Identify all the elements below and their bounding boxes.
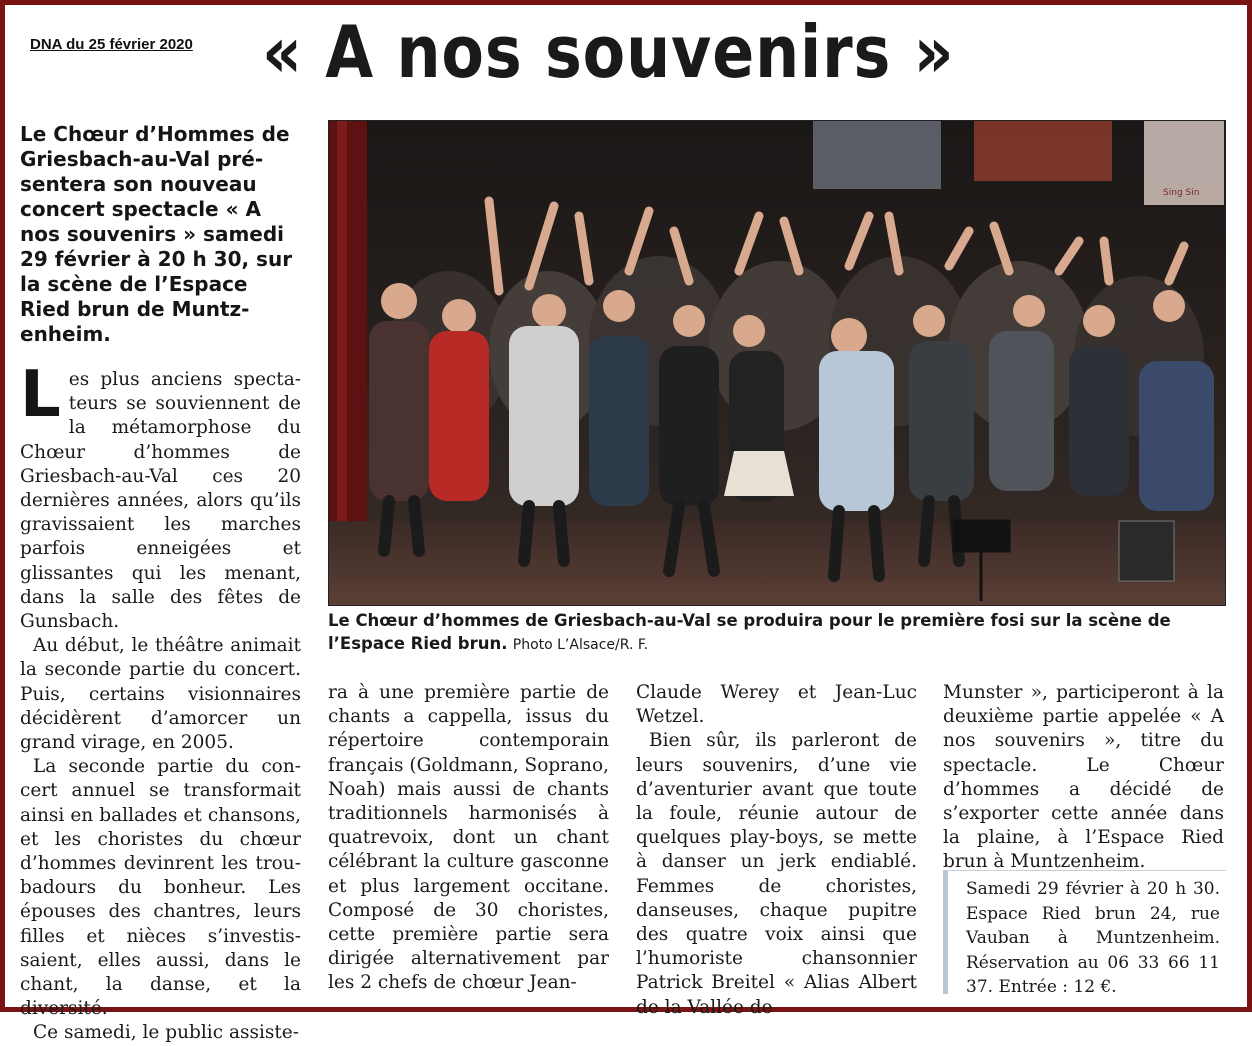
caption-text: Le Chœur d’hommes de Griesbach-au-Val se produira pour le première fosi sur la scène de l’Espace Ried brun. <box>328 611 1171 653</box>
backdrop-panel <box>813 121 941 189</box>
paragraph: Bien sûr, ils parleront de leurs souvenirs, d’une vie d’aventurier avant que toute la foule, réunie autour de quelques play-boys, se mette à danser un jerk endiablé. Femmes de choristes, danseuses, chaque pupitre des quatre voix ainsi que l’humoriste chansonnier Patrick Breitel « Alias Albert de la Vallée de <box>636 730 917 1018</box>
article-headline: « A nos souvenirs » <box>262 10 955 94</box>
photo-caption <box>328 609 1224 657</box>
photo-credit: Photo L’Alsace/R. F. <box>512 637 649 653</box>
paragraph: Ce samedi, le public assiste- <box>33 1022 300 1044</box>
paragraph-text: es plus anciens spectateurs se souviennent de la métamorphose du Chœur d’hommes de Griesbach-au-Val ces 20 dernières années, alors qu’ils gravissaient les marches parfois enneigées et glissantes qui les menant, dans la salle des fêtes de Gunsbach. <box>20 369 301 633</box>
drop-cap: L <box>20 358 61 432</box>
paragraph: ra à une première partie de chants a cappella, issus du répertoire contemporain français (Goldmann, Soprano, Noah) mais aussi de chants traditionnels harmonisés à quatrevoix, dont un chant célébrant la culture gasconne et plus largement occitane. Composé de 30 choristes, cette première partie sera dirigée alternativement par les 2 chefs de chœur Jean- <box>328 682 609 994</box>
paragraph: Au début, le théâtre animait la seconde partie du concert. Puis, certains visionnaires décidèrent d’amorcer un grand virage, en 2005. <box>20 635 301 754</box>
backdrop-panel <box>974 121 1112 181</box>
dancer-skirt <box>724 451 794 496</box>
paragraph: Munster », participeront à la deuxième partie appelée « A nos souvenirs », titre du spectacle. Le Chœur d’hommes a décidé de s’exporter cette année dans la plaine, à l’Espace Ried brun à Muntzenheim. <box>943 682 1224 873</box>
text-column-3 <box>636 681 917 1020</box>
paragraph <box>20 358 301 634</box>
stage-illustration <box>329 121 1225 605</box>
text-column-2 <box>328 681 609 996</box>
paragraph: Claude Werey et Jean-Luc Wetzel. <box>636 682 917 728</box>
paragraph: La seconde partie du concert annuel se transformait ainsi en ballades et chansons, et les choristes du chœur d’hommes devinrent les troubadours du bonheur. Les épouses des chantres, leurs filles et nièces s’investissaient, elles aussi, dans le chant, la danse, et la diversité. <box>20 756 301 1020</box>
stage-curtain <box>329 121 367 541</box>
stage-floor <box>329 521 1225 605</box>
accordion <box>1119 521 1174 581</box>
source-label: DNA du 25 février 2020 <box>30 36 193 53</box>
event-info-box: Samedi 29 février à 20 h 30. Espace Ried brun 24, rue Vauban à Muntzenheim. Réservation au 06 33 66 11 37. Entrée : 12 €. <box>943 870 1226 994</box>
backdrop-text: Sing Sin <box>1163 188 1200 198</box>
text-column-4 <box>943 681 1224 875</box>
article-lede: Le Chœur d’Hommes de Griesbach-au-Val présentera son nouveau concert spectacle « A nos souvenirs » samedi 29 février à 20 h 30, sur la scène de l’Espace Ried brun de Muntzenheim. <box>20 122 293 346</box>
text-column-1 <box>20 358 301 1046</box>
concert-photo <box>328 120 1226 606</box>
